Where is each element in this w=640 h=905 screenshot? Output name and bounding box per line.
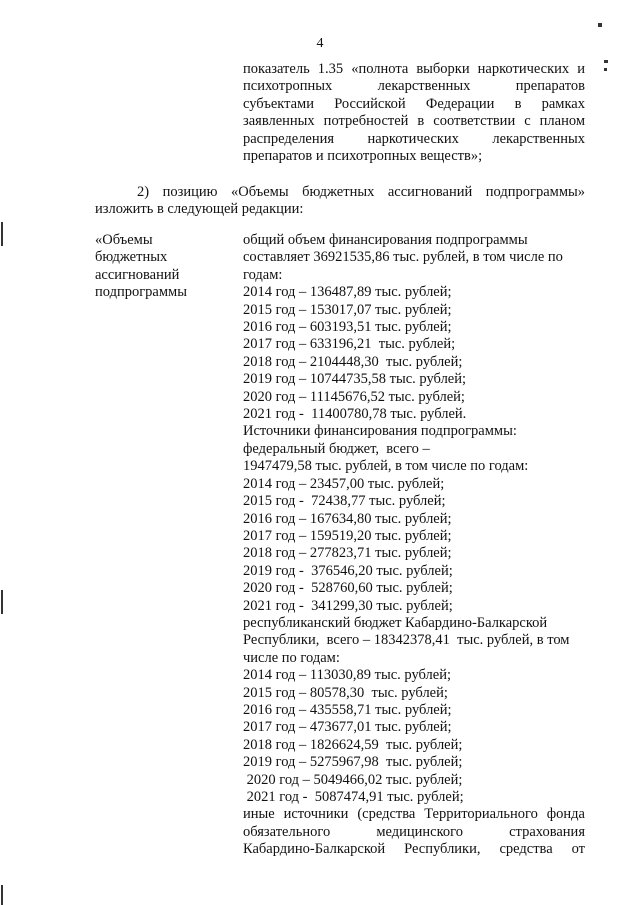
paragraph-line: 2) позицию «Объемы бюджетных ассигнований подпрограммы» bbox=[137, 184, 585, 200]
detail-line: Источники финансирования подпрограммы: bbox=[243, 423, 517, 440]
detail-line: 2015 год – 153017,07 тыс. рублей; bbox=[243, 301, 452, 318]
detail-line: 2014 год – 136487,89 тыс. рублей; bbox=[243, 284, 452, 301]
detail-line: 2015 год - 72438,77 тыс. рублей; bbox=[243, 493, 446, 510]
scan-mark-right-3 bbox=[604, 68, 607, 71]
label-line: «Объемы bbox=[95, 232, 153, 248]
detail-line: 2017 год – 473677,01 тыс. рублей; bbox=[243, 719, 452, 736]
detail-line: 2019 год – 10744735,58 тыс. рублей; bbox=[243, 371, 467, 388]
indicator-line: субъектами Российской Федерации в рамках bbox=[243, 95, 585, 112]
detail-line: Республики, всего – 18342378,41 тыс. рублей, в том bbox=[243, 632, 570, 649]
scan-mark-left-2 bbox=[1, 590, 3, 614]
label-line: ассигнований bbox=[95, 266, 180, 283]
detail-line: 2017 год – 159519,20 тыс. рублей; bbox=[243, 527, 452, 544]
detail-line: числе по годам: bbox=[243, 649, 340, 666]
detail-line: 2017 год – 633196,21 тыс. рублей; bbox=[243, 336, 456, 353]
paragraph-2 bbox=[95, 184, 585, 219]
scan-mark-left-1 bbox=[1, 222, 3, 246]
detail-line: 2019 год – 5275967,98 тыс. рублей; bbox=[243, 754, 463, 771]
detail-line: 2014 год – 113030,89 тыс. рублей; bbox=[243, 667, 451, 684]
detail-line: 2018 год – 1826624,59 тыс. рублей; bbox=[243, 736, 463, 753]
scan-mark-right-2 bbox=[604, 60, 608, 63]
indicator-block bbox=[243, 61, 585, 165]
scan-mark-left-3 bbox=[1, 885, 3, 905]
detail-line: 2019 год - 376546,20 тыс. рублей; bbox=[243, 562, 453, 579]
detail-line: 2020 год – 11145676,52 тыс. рублей; bbox=[243, 388, 465, 405]
detail-line: 2020 год – 5049466,02 тыс. рублей; bbox=[243, 771, 463, 788]
detail-line: обязательного медицинского страхования bbox=[243, 823, 585, 840]
paragraph-line: изложить в следующей редакции: bbox=[95, 201, 304, 218]
label-line: подпрограммы bbox=[95, 284, 187, 301]
indicator-line: распределения наркотических лекарственных bbox=[243, 130, 585, 147]
page-number: 4 bbox=[316, 36, 324, 51]
budget-details bbox=[243, 232, 585, 859]
detail-line: 2021 год - 5087474,91 тыс. рублей; bbox=[243, 789, 464, 805]
detail-line: годам: bbox=[243, 266, 283, 283]
detail-line: 2018 год – 2104448,30 тыс. рублей; bbox=[243, 353, 463, 370]
detail-line: 2018 год – 277823,71 тыс. рублей; bbox=[243, 545, 452, 562]
detail-line: составляет 36921535,86 тыс. рублей, в том числе по bbox=[243, 249, 563, 266]
indicator-line: психотропных лекарственных препаратов bbox=[243, 78, 585, 95]
indicator-line: показатель 1.35 «полнота выборки наркотических и bbox=[243, 61, 585, 77]
scan-mark-right-1 bbox=[598, 23, 602, 27]
detail-line: Кабардино-Балкарской Республики, средства от bbox=[243, 841, 585, 858]
detail-line: общий объем финансирования подпрограммы bbox=[243, 232, 528, 248]
indicator-line: препаратов и психотропных веществ»; bbox=[243, 148, 483, 165]
detail-line: республиканский бюджет Кабардино-Балкарской bbox=[243, 614, 548, 631]
detail-line: 2021 год - 341299,30 тыс. рублей; bbox=[243, 597, 453, 614]
indicator-line: заявленных потребностей в соответствии с планом bbox=[243, 113, 585, 130]
detail-line: 2021 год - 11400780,78 тыс. рублей. bbox=[243, 406, 467, 423]
detail-line: 2020 год - 528760,60 тыс. рублей; bbox=[243, 580, 453, 597]
detail-line: 2016 год – 603193,51 тыс. рублей; bbox=[243, 319, 452, 336]
label-line: бюджетных bbox=[95, 249, 168, 266]
detail-line: 1947479,58 тыс. рублей, в том числе по годам: bbox=[243, 458, 529, 475]
detail-line: 2016 год – 435558,71 тыс. рублей; bbox=[243, 701, 452, 718]
detail-line: 2015 год – 80578,30 тыс. рублей; bbox=[243, 684, 448, 701]
detail-line: 2014 год – 23457,00 тыс. рублей; bbox=[243, 475, 445, 492]
detail-line: иные источники (средства Территориального фонда bbox=[243, 806, 585, 823]
detail-line: 2016 год – 167634,80 тыс. рублей; bbox=[243, 510, 452, 527]
budget-label bbox=[95, 232, 225, 302]
detail-line: федеральный бюджет, всего – bbox=[243, 440, 430, 457]
